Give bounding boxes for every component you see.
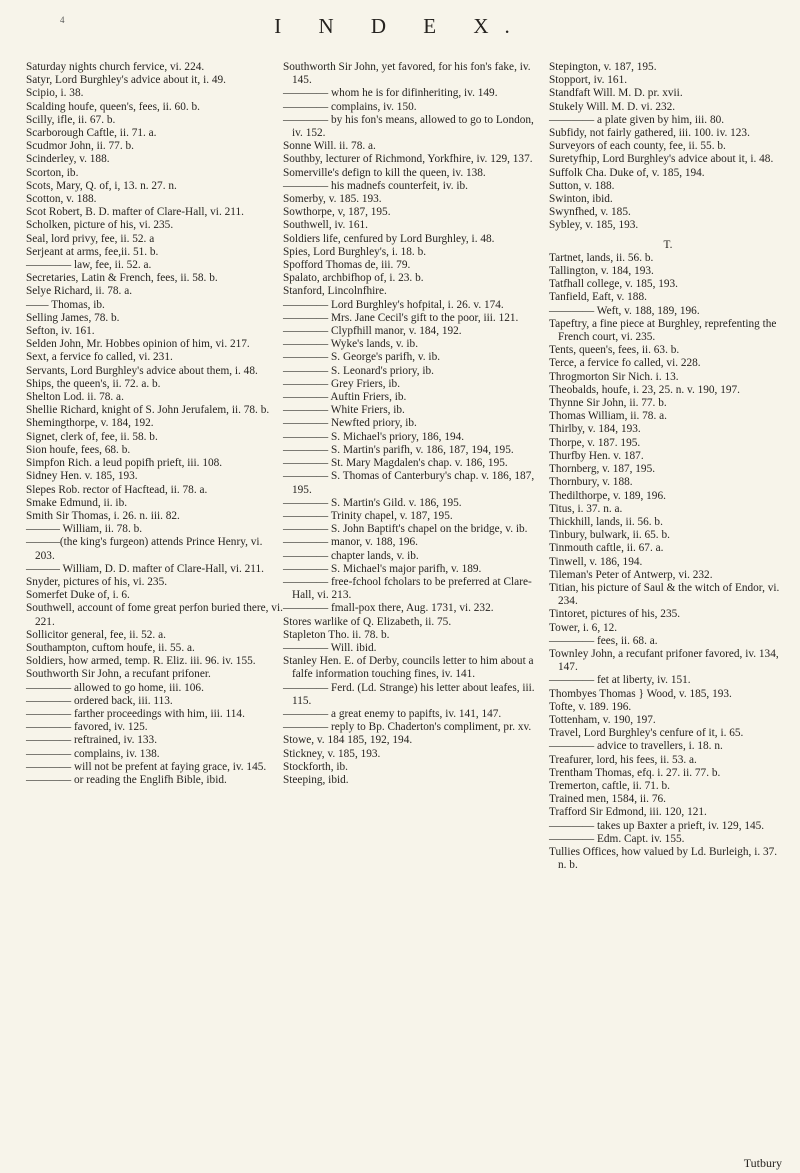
index-entry: ———— Trinity chapel, v. 187, 195. [283, 509, 453, 522]
index-entry: Titus, i. 37. n. a. [549, 502, 623, 515]
index-entry: ———— Grey Friers, ib. [283, 377, 401, 390]
index-entry: Surveyors of each county, fee, ii. 55. b. [549, 140, 726, 153]
index-entry: Tallington, v. 184, 193. [549, 265, 654, 278]
index-entry: Southwell, iv. 161. [283, 219, 368, 232]
index-entry: ———— Wyke's lands, v. ib. [283, 338, 419, 351]
index-entry: ———— reftrained, iv. 133. [26, 734, 158, 747]
index-entry: Secretaries, Latin & French, fees, ii. 58. b. [26, 272, 218, 285]
index-entry: Sonne Will. ii. 78. a. [283, 140, 376, 153]
index-entry: Thedilthorpe, v. 189, 196. [549, 489, 666, 502]
index-entry: ———— manor, v. 188, 196. [283, 536, 418, 549]
index-entry: Smake Edmund, ii. ib. [26, 496, 128, 509]
index-entry: Stockforth, ib. [283, 760, 348, 773]
index-entry: ———— S. Martin's Gild. v. 186, 195. [283, 496, 462, 509]
index-entry: Townley John, a recufant prifoner favored, iv. 134, 147. [549, 647, 779, 674]
catchword: Tutbury [743, 1156, 782, 1170]
index-entry: Thornberg, v. 187, 195. [549, 463, 656, 476]
index-entry: Terce, a fervice fo called, vi. 228. [549, 357, 701, 370]
index-entry: ———— reply to Bp. Chaderton's compliment, pr. xv. [283, 721, 532, 734]
index-entry: Stanley Hen. E. of Derby, councils letter to him about a falfe information touching fines, iv. 141. [283, 655, 534, 681]
index-entry: ———— White Friers, ib. [283, 404, 405, 417]
index-entry: Soldiers life, cenfured by Lord Burghley, i. 48. [283, 232, 495, 245]
index-entry: ———— farther proceedings with him, iii. 114. [26, 707, 245, 720]
index-entry: Scorton, ib. [26, 166, 79, 179]
index-entry: Spofford Thomas de, iii. 79. [283, 259, 411, 272]
index-entry: Scinderley, v. 188. [26, 153, 110, 166]
index-entry: Stickney, v. 185, 193. [283, 747, 381, 760]
index-entry: Scilly, ifle, ii. 67. b. [26, 113, 116, 126]
index-entry: Suffolk Cha. Duke of, v. 185, 194. [549, 166, 705, 179]
index-entry: Standfaft Will. M. D. pr. xvii. [549, 87, 683, 100]
index-entry: Scotton, v. 188. [26, 193, 97, 206]
index-entry: Sefton, iv. 161. [26, 325, 95, 338]
index-entry: Tartnet, lands, ii. 56. b. [549, 251, 654, 264]
index-entry: Soldiers, how armed, temp. R. Eliz. iii. 96. iv. 155. [26, 655, 256, 668]
index-entry: Selye Richard, ii. 78. a. [26, 285, 133, 298]
index-entry: Southampton, cuftom houfe, ii. 55. a. [26, 641, 195, 654]
index-entry: Swynfhed, v. 185. [549, 206, 631, 219]
index-entry: Travel, Lord Burghley's cenfure of it, i. 65. [549, 727, 744, 740]
index-entry: Seal, lord privy, fee, ii. 52. a [26, 232, 155, 245]
index-entry: ———— by his fon's means, allowed to go to London, iv. 152. [283, 113, 534, 140]
index-entry: ———— Clypfhill manor, v. 184, 192. [283, 325, 462, 338]
index-entry: Thurfby Hen. v. 187. [549, 449, 644, 462]
index-entry: Thynne Sir John, ii. 77. b. [549, 397, 667, 410]
index-entry: ———— S. Thomas of Canterbury's chap. v. 186, 187, 195. [283, 470, 535, 496]
index-entry: Snyder, pictures of his, vi. 235. [26, 575, 168, 588]
index-entry: Scarborough Caftle, ii. 71. a. [26, 127, 157, 140]
index-entry: ———— free-fchool fcholars to be preferred at Clare-Hall, vi. 213. [283, 575, 532, 602]
index-entry: Tileman's Peter of Antwerp, vi. 232. [549, 568, 713, 581]
index-entry: ———— takes up Baxter a prieft, iv. 129, 145. [549, 819, 765, 832]
index-entry: Theobalds, houfe, i. 23, 25. n. v. 190, 197. [549, 383, 740, 396]
index-entry: Scalding houfe, queen's, fees, ii. 60. b. [26, 100, 200, 113]
index-entry: ———— fees, ii. 68. a. [549, 634, 658, 647]
index-entry: Tullies Offices, how valued by Ld. Burleigh, i. 37. n. b. [549, 845, 778, 872]
index-entry: Shemingthorpe, v. 184, 192. [26, 417, 154, 430]
index-entry: Scipio, i. 38. [26, 87, 84, 100]
index-entry: Tanfield, Eaft, v. 188. [549, 291, 647, 304]
index-entry: ———— law, fee, ii. 52. a. [26, 259, 152, 272]
index-entry: Treafurer, lord, his fees, ii. 53. a. [549, 753, 697, 766]
index-entry: Spalato, archbifhop of, i. 23. b. [283, 272, 424, 285]
index-entry: Titian, his picture of Saul & the witch of Endor, vi. 234. [549, 581, 780, 608]
index-entry: Signet, clerk of, fee, ii. 58. b. [26, 430, 158, 443]
index-entry: Tinwell, v. 186, 194. [549, 555, 643, 568]
index-entry: —— Thomas, ib. [26, 298, 105, 311]
index-entry: Stowe, v. 184 185, 192, 194. [283, 734, 413, 747]
index-entry: ———— a great enemy to papifts, iv. 141, 147. [283, 707, 502, 720]
index-entry: Somerfet Duke of, i. 6. [26, 589, 130, 602]
index-entry: Simpfon Rich. a leud popifh prieft, iii. 108. [26, 457, 223, 470]
index-entry: Thorpe, v. 187. 195. [549, 436, 641, 449]
index-entry: Southworth Sir John, yet favored, for his fon's fake, iv. 145. [283, 61, 531, 87]
index-entry: Shellie Richard, knight of S. John Jerufalem, ii. 78. b. [26, 404, 270, 417]
index-entry: Shelton Lod. ii. 78. a. [26, 391, 124, 404]
index-entry: ———— S. Michael's major parifh, v. 189. [283, 562, 482, 575]
index-entry: Scot Robert, B. D. mafter of Clare-Hall, vi. 211. [26, 206, 244, 219]
index-column-middle [283, 61, 545, 787]
index-entry: Smith Sir Thomas, i. 26. n. iii. 82. [26, 509, 180, 522]
index-entry: Selling James, 78. b. [26, 311, 120, 324]
index-entry: Sowthorpe, v, 187, 195. [283, 206, 391, 219]
index-entry: Tower, i. 6, 12. [549, 621, 618, 634]
index-entry: Tents, queen's, fees, ii. 63. b. [549, 344, 680, 357]
index-entry: Swinton, ibid. [549, 193, 613, 206]
index-entry: Throgmorton Sir Nich. i. 13. [549, 370, 679, 383]
index-entry: Thomas William, ii. 78. a. [549, 410, 667, 423]
index-entry: Scots, Mary, Q. of, i, 13. n. 27. n. [26, 179, 177, 192]
index-entry: Somerby, v. 185. 193. [283, 193, 382, 206]
index-entry: ———— allowed to go home, iii. 106. [26, 681, 204, 694]
index-entry: Stapleton Tho. ii. 78. b. [283, 628, 390, 641]
index-entry: Saturday nights church fervice, vi. 224. [26, 61, 205, 73]
index-entry: Tinmouth caftle, ii. 67. a. [549, 542, 664, 555]
index-entry: ———— fmall-pox there, Aug. 1731, vi. 232. [283, 602, 494, 615]
index-entry: Ships, the queen's, ii. 72. a. b. [26, 377, 161, 390]
index-entry: ———— S. Leonard's priory, ib. [283, 364, 434, 377]
index-entry: Subfidy, not fairly gathered, iii. 100. iv. 123. [549, 127, 750, 140]
index-entry: Sion houfe, fees, 68. b. [26, 443, 131, 456]
index-entry: Selden John, Mr. Hobbes opinion of him, vi. 217. [26, 338, 250, 351]
index-entry: Serjeant at arms, fee,ii. 51. b. [26, 245, 159, 258]
index-entry: Servants, Lord Burghley's advice about them, i. 48. [26, 364, 258, 377]
index-entry: ———— complains, iv. 138. [26, 747, 160, 760]
index-entry: ———— Auftin Friers, ib. [283, 391, 407, 404]
index-entry: ———— his madnefs counterfeit, iv. ib. [283, 179, 469, 192]
index-entry: Tofte, v. 189. 196. [549, 700, 632, 713]
index-entry: Tinbury, bulwark, ii. 65. b. [549, 529, 670, 542]
index-entry: Somerville's defign to kill the queen, iv. 138. [283, 166, 486, 179]
index-entry: ———— St. Mary Magdalen's chap. v. 186, 195. [283, 457, 508, 470]
index-entry: Tremerton, caftle, ii. 71. b. [549, 779, 671, 792]
index-entry: Sollicitor general, fee, ii. 52. a. [26, 628, 166, 641]
index-entry: Trafford Sir Edmond, iii. 120, 121. [549, 806, 707, 819]
index-entry: ———— S. John Baptift's chapel on the bridge, v. ib. [283, 523, 528, 536]
index-entry: ———— will not be prefent at faying grace, iv. 145. [26, 760, 267, 773]
index-entry: ———— whom he is for difinheriting, iv. 149. [283, 87, 498, 100]
index-entry: Tottenham, v. 190, 197. [549, 713, 656, 726]
index-entry: Trained men, 1584, ii. 76. [549, 793, 666, 806]
index-entry: ———— complains, iv. 150. [283, 100, 417, 113]
index-entry: ———(the king's furgeon) attends Prince Henry, vi. 203. [26, 536, 263, 562]
index-entry: Stukely Will. M. D. vi. 232. [549, 100, 676, 113]
index-entry: ———— Ferd. (Ld. Strange) his letter about leafes, iii. 115. [283, 681, 535, 707]
index-entry: ———— Mrs. Jane Cecil's gift to the poor, iii. 121. [283, 311, 519, 324]
index-entry: ——— William, D. D. mafter of Clare-Hall, vi. 211. [26, 562, 264, 575]
index-entry: Stopport, iv. 161. [549, 74, 628, 87]
index-entry: Thombyes Thomas } Wood, v. 185, 193. [549, 687, 732, 700]
index-entry: Thickhill, lands, ii. 56. b. [549, 515, 663, 528]
index-entry: Spies, Lord Burghley's, i. 18. b. [283, 245, 427, 258]
index-entry: Stepington, v. 187, 195. [549, 61, 657, 73]
index-entry: ———— S. Martin's parifh, v. 186, 187, 194, 195. [283, 443, 514, 456]
index-column-left [26, 61, 283, 787]
index-entry: ———— ordered back, iii. 113. [26, 694, 173, 707]
index-entry: ———— a plate given by him, iii. 80. [549, 113, 725, 126]
index-entry: ———— or reading the Englifh Bible, ibid. [26, 773, 227, 786]
index-entry: Thornbury, v. 188. [549, 476, 633, 489]
index-entry: Thirlby, v. 184, 193. [549, 423, 641, 436]
index-entry: Scholken, picture of his, vi. 235. [26, 219, 174, 232]
index-entry: Stores warlike of Q. Elizabeth, ii. 75. [283, 615, 452, 628]
index-entry: ———— Edm. Capt. iv. 155. [549, 832, 685, 845]
index-entry: Southby, lecturer of Richmond, Yorkfhire, iv. 129, 137. [283, 153, 533, 166]
index-entry: ———— favored, iv. 125. [26, 721, 148, 734]
page-mark: 4 [60, 15, 65, 25]
index-entry: Sext, a fervice fo called, vi. 231. [26, 351, 173, 364]
index-entry: T. [663, 238, 673, 251]
index-entry: ———— Weft, v. 188, 189, 196. [549, 304, 700, 317]
index-entry: ———— Lord Burghley's hofpital, i. 26. v. 174. [283, 298, 504, 311]
index-entry: ———— fet at liberty, iv. 151. [549, 674, 691, 687]
index-entry: ———— Will. ibid. [283, 641, 377, 654]
index-entry: Sybley, v. 185, 193. [549, 219, 639, 232]
index-entry: Slepes Rob. rector of Hacftead, ii. 78. a. [26, 483, 208, 496]
index-entry: ———— advice to travellers, i. 18. n. [549, 740, 723, 753]
index-entry: ———— Newfted priory, ib. [283, 417, 417, 430]
index-entry: Sutton, v. 188. [549, 179, 615, 192]
index-column-right [549, 61, 787, 872]
page-title: I N D E X. [274, 14, 526, 38]
index-entry: Stanford, Lincolnfhire. [283, 285, 387, 298]
index-entry: Tapeftry, a fine piece at Burghley, reprefenting the French court, vi. 235. [549, 317, 777, 344]
index-entry: Sidney Hen. v. 185, 193. [26, 470, 138, 483]
index-entry: Steeping, ibid. [283, 773, 349, 786]
index-entry: Satyr, Lord Burghley's advice about it, i. 49. [26, 74, 226, 87]
index-entry: ———— chapter lands, v. ib. [283, 549, 419, 562]
index-entry: Southworth Sir John, a recufant prifoner. [26, 668, 211, 681]
index-entry: ——— William, ii. 78. b. [26, 523, 143, 536]
index-entry: Trentham Thomas, efq. i. 27. ii. 77. b. [549, 766, 721, 779]
index-entry: Suretyfhip, Lord Burghley's advice about it, i. 48. [549, 153, 774, 166]
index-entry: Scudmor John, ii. 77. b. [26, 140, 134, 153]
index-entry: Tatfhall college, v. 185, 193. [549, 278, 678, 291]
index-entry: ———— S. Michael's priory, 186, 194. [283, 430, 465, 443]
index-entry: Southwell, account of fome great perfon buried there, vi. 221. [26, 602, 283, 628]
index-entry: ———— S. George's parifh, v. ib. [283, 351, 441, 364]
index-entry: Tintoret, pictures of his, 235. [549, 608, 681, 621]
